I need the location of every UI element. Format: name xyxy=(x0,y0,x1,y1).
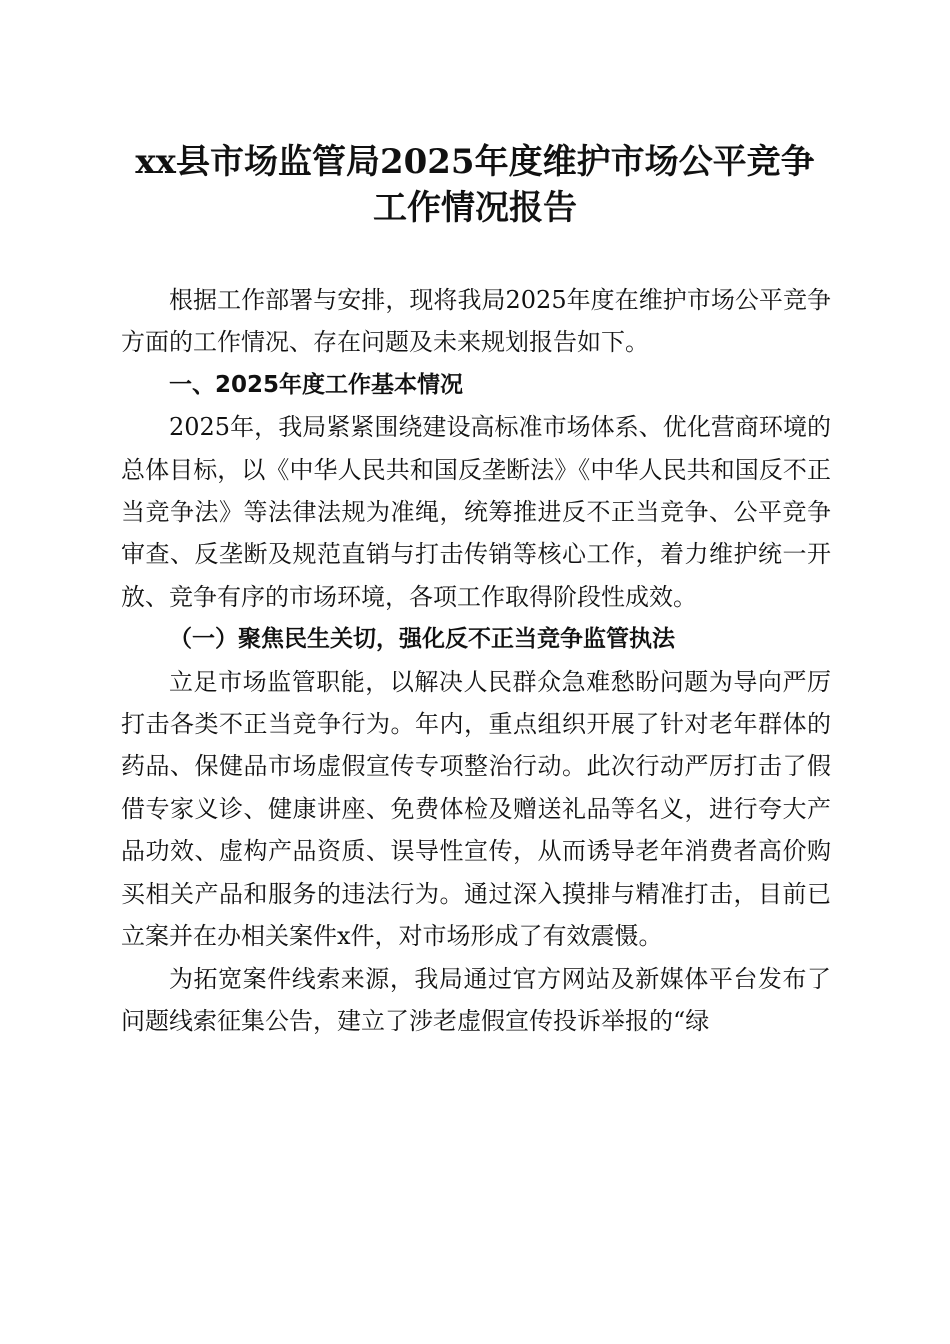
clue-collection-paragraph: 为拓宽案件线索来源，我局通过官方网站及新媒体平台发布了问题线索征集公告，建立了涉老虚假宣传投诉举报的“绿 xyxy=(121,964,831,1035)
intro-paragraph: 根据工作部署与安排，现将我局2025年度在维护市场公平竞争方面的工作情况、存在问题及未来规划报告如下。 xyxy=(121,286,831,357)
enforcement-paragraph: 立足市场监管职能，以解决人民群众急难愁盼问题为导向严厉打击各类不正当竞争行为。年内，重点组织开展了针对老年群体的药品、保健品市场虚假宣传专项整治行动。此次行动严厉打击了假借专家义诊、健康讲座、免费体检及赠送礼品等名义，进行夸大产品功效、虚构产品资质、误导性宣传，从而诱导老年消费者高价购买相关产品和服务的违法行为。通过深入摸排与精准打击，目前已立案并在办相关案件x件，对市场形成了有效震慑。 xyxy=(121,667,831,951)
document-body xyxy=(121,279,831,1042)
section-heading-1: 一、2025年度工作基本情况 xyxy=(169,371,464,398)
subsection-heading-1: （一）聚焦民生关切，强化反不正当竞争监管执法 xyxy=(169,625,675,653)
document-title-line-1: xx县市场监管局2025年度维护市场公平竞争 xyxy=(135,142,815,182)
document-title-line-2: 工作情况报告 xyxy=(373,188,577,228)
overview-paragraph: 2025年，我局紧紧围绕建设高标准市场体系、优化营商环境的总体目标，以《中华人民共和国反垄断法》《中华人民共和国反不正当竞争法》等法律法规为准绳，统筹推进反不正当竞争、公平竞争审查、反垄断及规范直销与打击传销等核心工作，着力维护统一开放、竞争有序的市场环境，各项工作取得阶段性成效。 xyxy=(121,413,831,611)
